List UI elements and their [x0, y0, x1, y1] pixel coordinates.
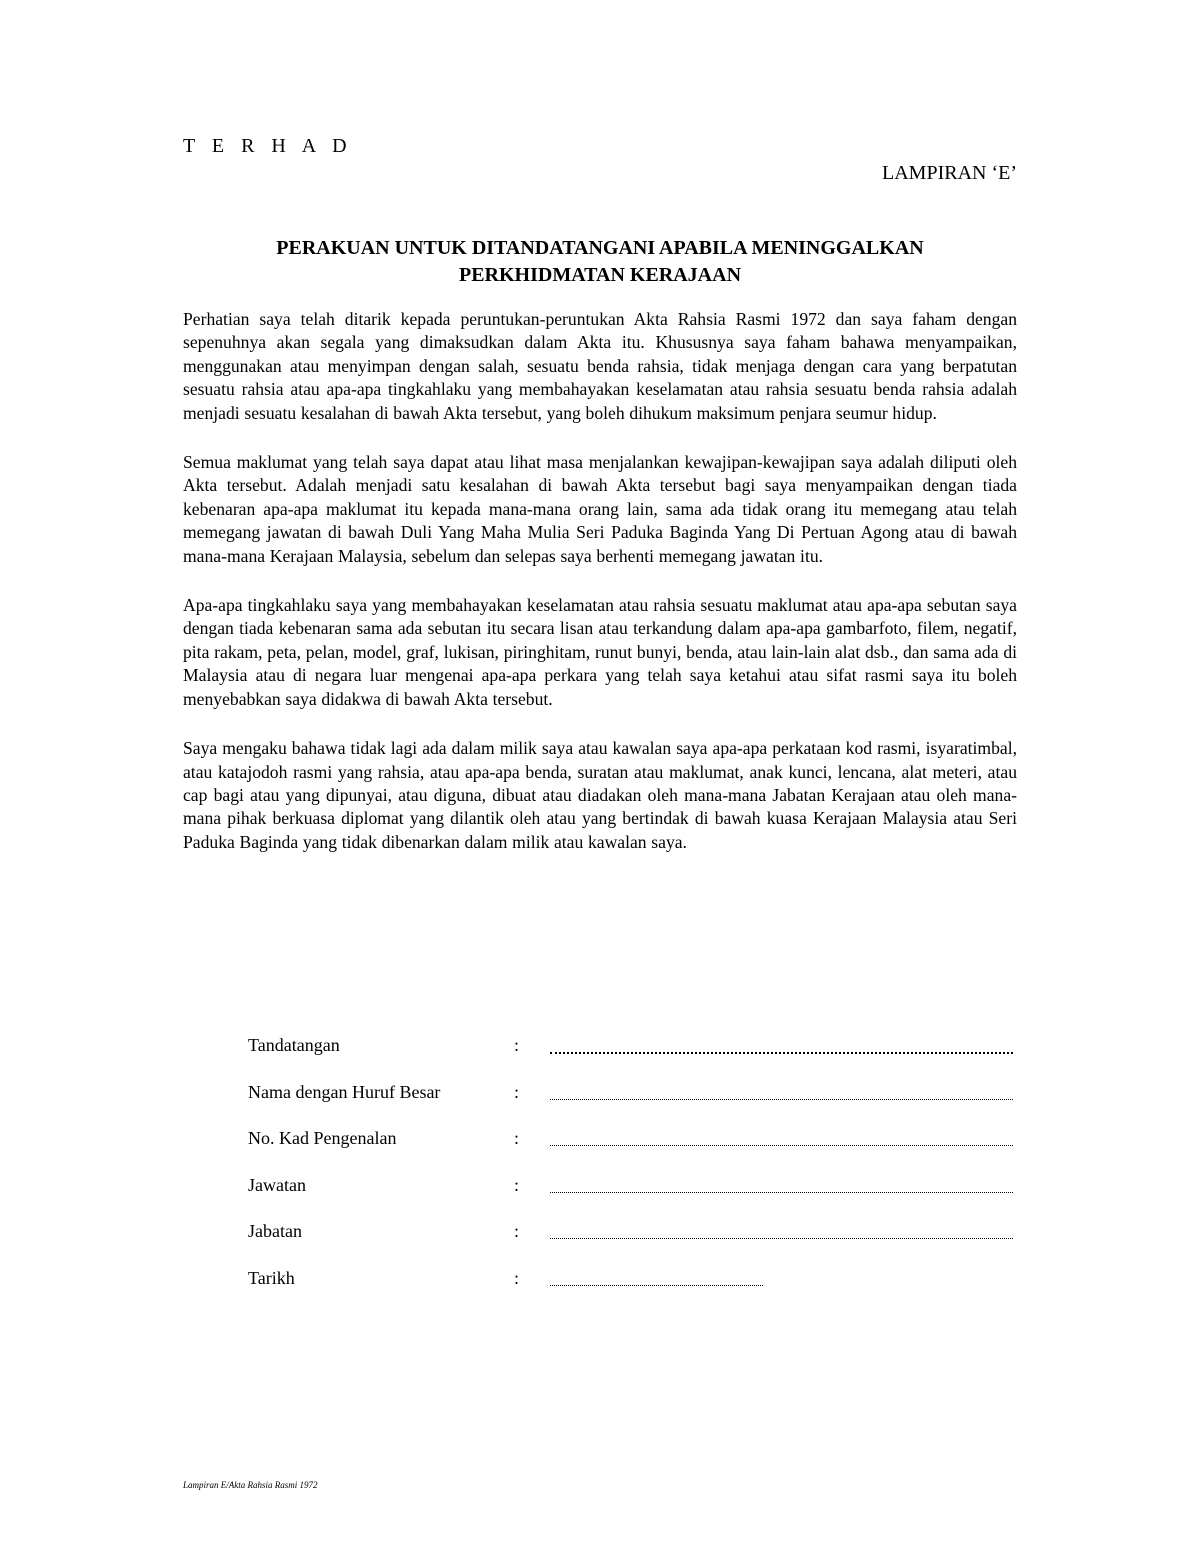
form-row-date: [248, 1266, 1018, 1313]
ic-number-field[interactable]: [550, 1145, 1013, 1146]
form-colon: :: [514, 1035, 520, 1055]
form-label-department: Jabatan: [248, 1221, 302, 1241]
signature-form: [248, 1033, 1018, 1312]
document-title-line-1: PERAKUAN UNTUK DITANDATANGANI APABILA MENINGGALKAN: [276, 237, 924, 259]
form-label-name: Nama dengan Huruf Besar: [248, 1081, 441, 1102]
form-colon: :: [514, 1174, 520, 1195]
form-colon: :: [514, 1267, 520, 1288]
position-field[interactable]: [550, 1192, 1013, 1193]
appendix-label: LAMPIRAN ‘E’: [882, 162, 1017, 184]
form-colon: :: [514, 1128, 520, 1148]
form-label-date: Tarikh: [248, 1267, 295, 1288]
department-field[interactable]: [550, 1238, 1013, 1239]
form-colon: :: [514, 1221, 520, 1241]
document-body: [183, 308, 1017, 880]
paragraph-conduct: Apa-apa tingkahlaku saya yang membahayakan keselamatan atau rahsia sesuatu maklumat atau apa-apa sebutan saya dengan tiada kebenaran sama ada sebutan itu secara lisan atau terkandung dalam apa-apa gambarfoto, filem, negatif, pita rakam, peta, pelan, model, graf, lukisan, piringhitam, runut bunyi, benda, atau lain-lain alat dsb., dan sama ada di Malaysia atau di negara luar mengenai apa-apa perkara yang telah saya ketahui atau sifat rasmi saya itu boleh menyebabkan saya didakwa di bawah Akta tersebut.: [183, 595, 1017, 709]
form-label-position: Jawatan: [248, 1174, 306, 1195]
date-field[interactable]: [550, 1285, 763, 1286]
paragraph-declaration: Saya mengaku bahawa tidak lagi ada dalam milik saya atau kawalan saya apa-apa perkataan kod rasmi, isyaratimbal, atau katajodoh rasmi yang rahsia, atau apa-apa benda, suratan atau maklumat, anak kunci, lencana, alat meteri, atau cap bagi atau yang dipunyai, atau diguna, dibuat atau diadakan oleh mana-mana Jabatan Kerajaan atau oleh mana-mana pihak berkuasa diplomat yang dilantik oleh atau yang bertindak di bawah kuasa Kerajaan Malaysia atau Seri Paduka Baginda yang tidak dibenarkan dalam milik atau kawalan saya.: [183, 738, 1017, 852]
form-label-signature: Tandatangan: [248, 1035, 340, 1055]
signature-field[interactable]: [550, 1052, 1013, 1054]
form-row-department: [248, 1219, 1018, 1266]
form-colon: :: [514, 1081, 520, 1102]
form-row-name: [248, 1080, 1018, 1127]
classification-label: T E R H A D: [183, 135, 353, 157]
paragraph-information-coverage: Semua maklumat yang telah saya dapat atau lihat masa menjalankan kewajipan-kewajipan saya adalah diliputi oleh Akta tersebut. Adalah menjadi satu kesalahan di bawah Akta tersebut bagi saya menyampaikan dengan tiada kebenaran apa-apa maklumat itu kepada mana-mana orang lain, sama ada tidak orang itu memegang atau telah memegang jawatan di bawah Duli Yang Maha Mulia Seri Paduka Baginda Yang Di Pertuan Agong atau di bawah mana-mana Kerajaan Malaysia, sebelum dan selepas saya berhenti memegang jawatan itu.: [183, 452, 1017, 566]
form-label-ic-number: No. Kad Pengenalan: [248, 1128, 397, 1148]
document-title: [183, 235, 1017, 289]
form-row-ic-number: [248, 1126, 1018, 1173]
form-row-position: [248, 1173, 1018, 1220]
form-row-signature: [248, 1033, 1018, 1080]
document-title-line-2: PERKHIDMATAN KERAJAAN: [458, 264, 742, 286]
paragraph-awareness: Perhatian saya telah ditarik kepada peruntukan-peruntukan Akta Rahsia Rasmi 1972 dan saya faham dengan sepenuhnya akan segala yang dimaksudkan dalam Akta itu. Khususnya saya faham bahawa menyampaikan, menggunakan atau menyimpan dengan salah, sesuatu benda rahsia, tidak menjaga dengan cara yang berpatutan sesuatu rahsia atau apa-apa tingkahlaku yang membahayakan keselamatan atau rahsia sesuatu benda rahsia adalah menjadi sesuatu kesalahan di bawah Akta tersebut, yang boleh dihukum maksimum penjara seumur hidup.: [183, 309, 1017, 423]
name-field[interactable]: [550, 1099, 1013, 1100]
page-footer: Lampiran E/Akta Rahsia Rasmi 1972: [183, 1480, 318, 1490]
